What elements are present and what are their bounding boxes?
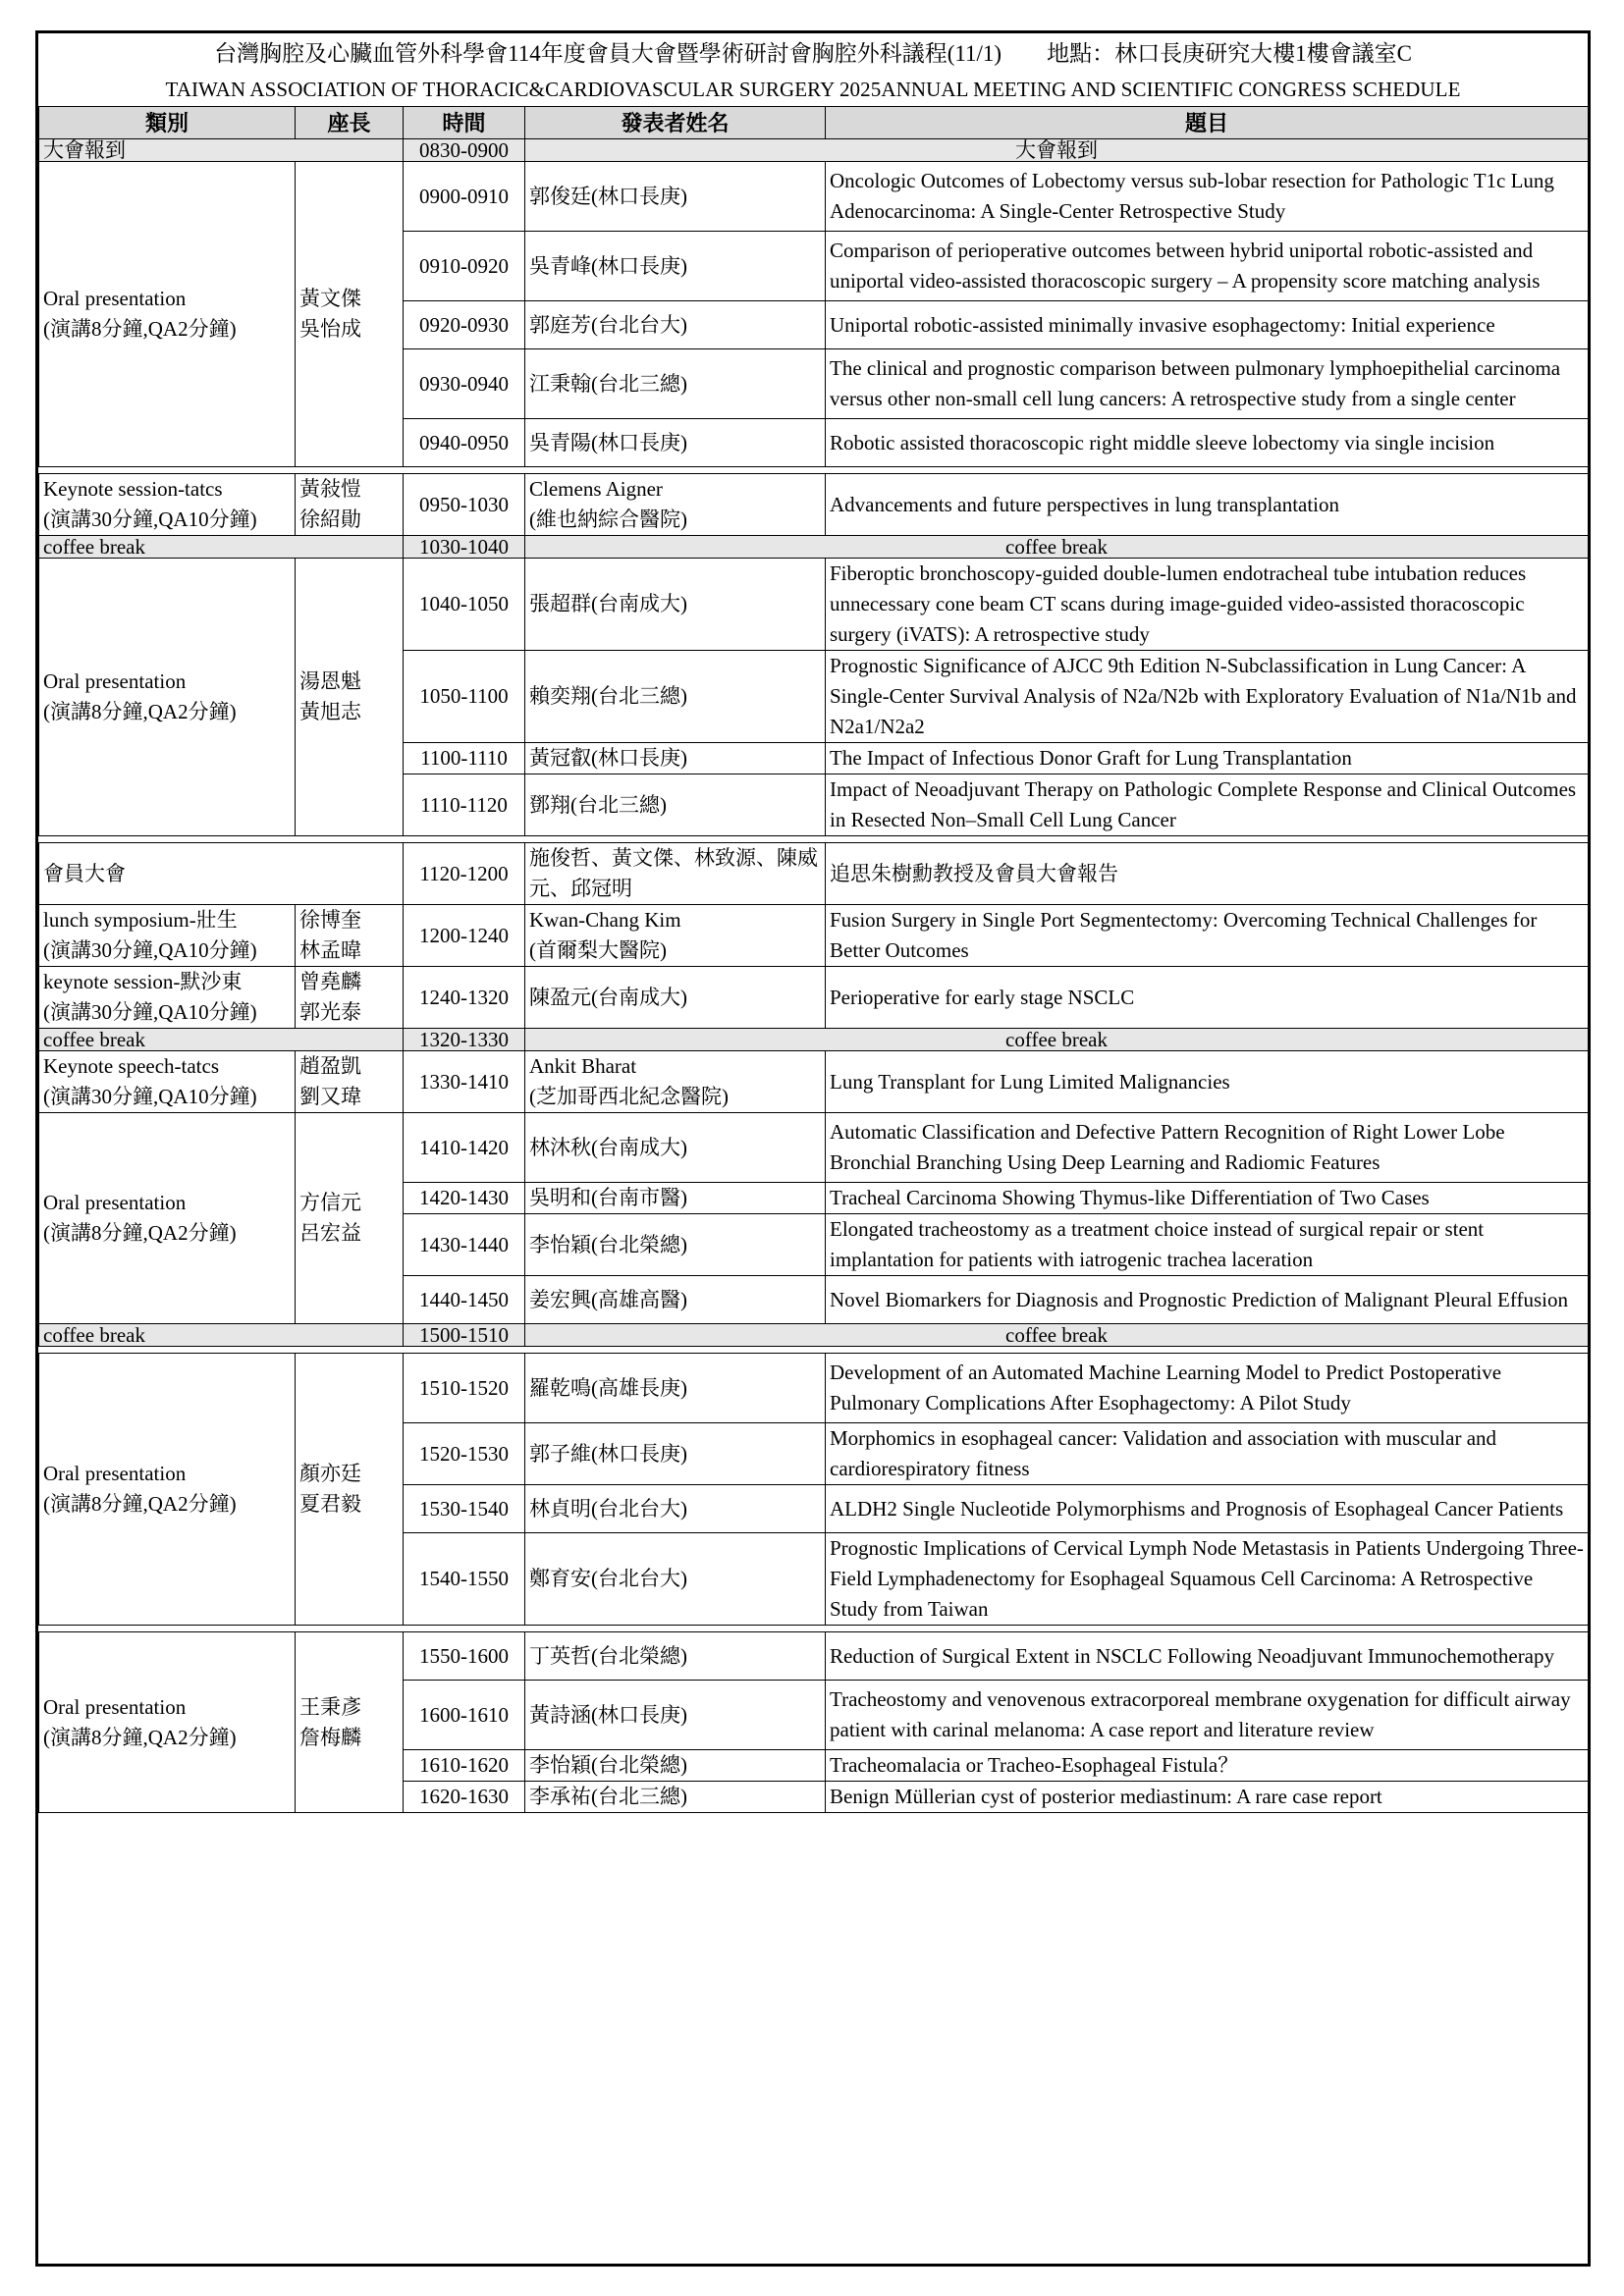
break-topic: coffee break — [525, 1029, 1589, 1051]
table-row — [39, 1051, 1589, 1113]
presenter-cell: 林貞明(台北台大) — [525, 1485, 826, 1533]
session-chair: 徐博奎 林孟暐 — [296, 905, 404, 967]
col-header-time: 時間 — [404, 107, 525, 139]
time-cell: 1540-1550 — [404, 1533, 525, 1626]
break-time: 1030-1040 — [404, 536, 525, 559]
break-label: coffee break — [39, 1324, 404, 1347]
time-cell: 1600-1610 — [404, 1681, 525, 1750]
session-category: Oral presentation (演講8分鐘,QA2分鐘) — [39, 162, 296, 467]
session-category: lunch symposium-壯生 (演講30分鐘,QA10分鐘) — [39, 905, 296, 967]
time-cell: 0910-0920 — [404, 232, 525, 301]
table-row — [39, 1113, 1589, 1183]
presenter-cell: 郭俊廷(林口長庚) — [525, 162, 826, 232]
presenter-cell: 黃詩涵(林口長庚) — [525, 1681, 826, 1750]
time-cell: 1040-1050 — [404, 559, 525, 651]
topic-cell: Impact of Neoadjuvant Therapy on Pathologic Complete Response and Clinical Outcomes in Resected Non–Small Cell Lung Cancer — [826, 774, 1589, 836]
presenter-cell: 吳明和(台南市醫) — [525, 1183, 826, 1214]
table-row — [39, 1354, 1589, 1423]
col-header-topic: 題目 — [826, 107, 1589, 139]
time-cell: 1100-1110 — [404, 743, 525, 774]
schedule-page — [35, 30, 1591, 2267]
presenter-cell: 李怡穎(台北榮總) — [525, 1214, 826, 1276]
time-cell: 1240-1320 — [404, 967, 525, 1029]
time-cell: 1610-1620 — [404, 1750, 525, 1782]
time-cell: 0940-0950 — [404, 419, 525, 467]
time-cell: 1620-1630 — [404, 1782, 525, 1813]
topic-cell: Prognostic Implications of Cervical Lymph Node Metastasis in Patients Undergoing Three-Field Lymphadenectomy for Esophageal Squamous Cell Carcinoma: A Retrospective Study from Taiwan — [826, 1533, 1589, 1626]
presenter-cell: 郭庭芳(台北台大) — [525, 301, 826, 349]
session-chair: 顏亦廷 夏君毅 — [296, 1354, 404, 1626]
presenter-cell: 張超群(台南成大) — [525, 559, 826, 651]
time-cell: 1510-1520 — [404, 1354, 525, 1423]
topic-cell: Prognostic Significance of AJCC 9th Edition N-Subclassification in Lung Cancer: A Single-Center Survival Analysis of N2a/N2b with Exploratory Evaluation of N1a/N1b and N2a1/N2a2 — [826, 651, 1589, 743]
registration-time: 0830-0900 — [404, 139, 525, 162]
topic-cell: 追思朱樹勳教授及會員大會報告 — [826, 843, 1589, 905]
topic-cell: ALDH2 Single Nucleotide Polymorphisms and Prognosis of Esophageal Cancer Patients — [826, 1485, 1589, 1533]
presenter-cell: 黃冠叡(林口長庚) — [525, 743, 826, 774]
presenter-cell: 吳青峰(林口長庚) — [525, 232, 826, 301]
divider — [39, 1626, 1589, 1632]
topic-cell: Development of an Automated Machine Learning Model to Predict Postoperative Pulmonary Complications After Esophagectomy: A Pilot Study — [826, 1354, 1589, 1423]
presenter-cell: 羅乾鳴(高雄長庚) — [525, 1354, 826, 1423]
break-topic: coffee break — [525, 536, 1589, 559]
presenter-cell: 鄧翔(台北三總) — [525, 774, 826, 836]
topic-cell: Lung Transplant for Lung Limited Malignancies — [826, 1051, 1589, 1113]
presenter-cell: 陳盈元(台南成大) — [525, 967, 826, 1029]
topic-cell: Morphomics in esophageal cancer: Validation and association with muscular and cardiorespiratory fitness — [826, 1423, 1589, 1485]
presenter-cell: 姜宏興(高雄高醫) — [525, 1276, 826, 1324]
topic-cell: Uniportal robotic-assisted minimally invasive esophagectomy: Initial experience — [826, 301, 1589, 349]
topic-cell: Automatic Classification and Defective Pattern Recognition of Right Lower Lobe Bronchial Branching Using Deep Learning and Radiomic Features — [826, 1113, 1589, 1183]
topic-cell: Fusion Surgery in Single Port Segmentectomy: Overcoming Technical Challenges for Better Outcomes — [826, 905, 1589, 967]
table-row — [39, 474, 1589, 536]
divider — [39, 1347, 1589, 1354]
time-cell: 1050-1100 — [404, 651, 525, 743]
table-row — [39, 1632, 1589, 1681]
session-chair: 黃敍愷 徐紹勛 — [296, 474, 404, 536]
topic-cell: Tracheomalacia or Tracheo-Esophageal Fistula？ — [826, 1750, 1589, 1782]
session-chair: 湯恩魁 黃旭志 — [296, 559, 404, 836]
session-category: Keynote speech-tatcs (演講30分鐘,QA10分鐘) — [39, 1051, 296, 1113]
break-label: coffee break — [39, 1029, 404, 1051]
topic-cell: Robotic assisted thoracoscopic right middle sleeve lobectomy via single incision — [826, 419, 1589, 467]
presenter-cell: 李怡穎(台北榮總) — [525, 1750, 826, 1782]
schedule-table — [38, 106, 1589, 1813]
table-row — [39, 843, 1589, 905]
col-header-chair: 座長 — [296, 107, 404, 139]
table-row — [39, 162, 1589, 232]
time-cell: 1410-1420 — [404, 1113, 525, 1183]
time-cell: 1120-1200 — [404, 843, 525, 905]
topic-cell: Fiberoptic bronchoscopy-guided double-lumen endotracheal tube intubation reduces unnecessary cone beam CT scans during image-guided video-assisted thoracoscopic surgery (iVATS): A retrospective study — [826, 559, 1589, 651]
table-row — [39, 559, 1589, 651]
presenter-cell: 鄭育安(台北台大) — [525, 1533, 826, 1626]
time-cell: 0920-0930 — [404, 301, 525, 349]
presenter-cell: 丁英哲(台北榮總) — [525, 1632, 826, 1681]
time-cell: 0950-1030 — [404, 474, 525, 536]
session-chair: 曾堯麟 郭光泰 — [296, 967, 404, 1029]
presenter-cell: Clemens Aigner (維也納綜合醫院) — [525, 474, 826, 536]
registration-row — [39, 139, 1589, 162]
coffee-break-row — [39, 536, 1589, 559]
presenter-cell: 李承祐(台北三總) — [525, 1782, 826, 1813]
time-cell: 1430-1440 — [404, 1214, 525, 1276]
time-cell: 0900-0910 — [404, 162, 525, 232]
session-category: Keynote session-tatcs (演講30分鐘,QA10分鐘) — [39, 474, 296, 536]
col-header-presenter: 發表者姓名 — [525, 107, 826, 139]
session-chair: 趙盈凱 劉又瑋 — [296, 1051, 404, 1113]
title-chinese: 台灣胸腔及心臟血管外科學會114年度會員大會暨學術研討會胸腔外科議程(11/1) 地點：林口長庚研究大樓1樓會議室C — [214, 41, 1412, 66]
presenter-cell: 施俊哲、黃文傑、林致源、陳威元、邱冠明 — [525, 843, 826, 905]
session-category: Oral presentation (演講8分鐘,QA2分鐘) — [39, 1354, 296, 1626]
break-label: coffee break — [39, 536, 404, 559]
presenter-cell: Ankit Bharat (芝加哥西北紀念醫院) — [525, 1051, 826, 1113]
topic-cell: The clinical and prognostic comparison between pulmonary lymphoepithelial carcinoma versus other non-small cell lung cancers: A retrospective study from a single center — [826, 349, 1589, 419]
session-category: Oral presentation (演講8分鐘,QA2分鐘) — [39, 559, 296, 836]
time-cell: 1550-1600 — [404, 1632, 525, 1681]
title-english: TAIWAN ASSOCIATION OF THORACIC&CARDIOVASCULAR SURGERY 2025ANNUAL MEETING AND SCIENTIFIC CONGRESS SCHEDULE — [165, 78, 1461, 101]
coffee-break-row — [39, 1029, 1589, 1051]
table-row — [39, 967, 1589, 1029]
topic-cell: Perioperative for early stage NSCLC — [826, 967, 1589, 1029]
topic-cell: Comparison of perioperative outcomes between hybrid uniportal robotic-assisted and uniportal video-assisted thoracoscopic surgery – A propensity score matching analysis — [826, 232, 1589, 301]
time-cell: 1520-1530 — [404, 1423, 525, 1485]
break-time: 1500-1510 — [404, 1324, 525, 1347]
time-cell: 0930-0940 — [404, 349, 525, 419]
topic-cell: Tracheostomy and venovenous extracorporeal membrane oxygenation for difficult airway patient with carinal melanoma: A case report and literature review — [826, 1681, 1589, 1750]
time-cell: 1330-1410 — [404, 1051, 525, 1113]
presenter-cell: Kwan-Chang Kim (首爾梨大醫院) — [525, 905, 826, 967]
time-cell: 1530-1540 — [404, 1485, 525, 1533]
topic-cell: Advancements and future perspectives in lung transplantation — [826, 474, 1589, 536]
session-category: keynote session-默沙東 (演講30分鐘,QA10分鐘) — [39, 967, 296, 1029]
session-category: 會員大會 — [39, 843, 404, 905]
topic-cell: Benign Müllerian cyst of posterior mediastinum: A rare case report — [826, 1782, 1589, 1813]
topic-cell: Novel Biomarkers for Diagnosis and Prognostic Prediction of Malignant Pleural Effusion — [826, 1276, 1589, 1324]
coffee-break-row — [39, 1324, 1589, 1347]
break-time: 1320-1330 — [404, 1029, 525, 1051]
divider — [39, 836, 1589, 843]
presenter-cell: 賴奕翔(台北三總) — [525, 651, 826, 743]
session-chair: 黃文傑 吳怡成 — [296, 162, 404, 467]
table-row — [39, 905, 1589, 967]
col-header-category: 類別 — [39, 107, 296, 139]
session-category: Oral presentation (演講8分鐘,QA2分鐘) — [39, 1632, 296, 1813]
time-cell: 1440-1450 — [404, 1276, 525, 1324]
presenter-cell: 吳青陽(林口長庚) — [525, 419, 826, 467]
topic-cell: The Impact of Infectious Donor Graft for Lung Transplantation — [826, 743, 1589, 774]
presenter-cell: 郭子維(林口長庚) — [525, 1423, 826, 1485]
divider — [39, 467, 1589, 474]
time-cell: 1420-1430 — [404, 1183, 525, 1214]
registration-label: 大會報到 — [39, 139, 404, 162]
presenter-cell: 林沐秋(台南成大) — [525, 1113, 826, 1183]
registration-topic: 大會報到 — [525, 139, 1589, 162]
session-category: Oral presentation (演講8分鐘,QA2分鐘) — [39, 1113, 296, 1324]
time-cell: 1110-1120 — [404, 774, 525, 836]
time-cell: 1200-1240 — [404, 905, 525, 967]
presenter-cell: 江秉翰(台北三總) — [525, 349, 826, 419]
topic-cell: Oncologic Outcomes of Lobectomy versus sub-lobar resection for Pathologic T1c Lung Adenocarcinoma: A Single-Center Retrospective Study — [826, 162, 1589, 232]
topic-cell: Tracheal Carcinoma Showing Thymus-like Differentiation of Two Cases — [826, 1183, 1589, 1214]
session-chair: 方信元 呂宏益 — [296, 1113, 404, 1324]
header-row — [39, 107, 1589, 139]
topic-cell: Elongated tracheostomy as a treatment choice instead of surgical repair or stent implantation for patients with iatrogenic trachea laceration — [826, 1214, 1589, 1276]
session-chair: 王秉彥 詹梅麟 — [296, 1632, 404, 1813]
break-topic: coffee break — [525, 1324, 1589, 1347]
topic-cell: Reduction of Surgical Extent in NSCLC Following Neoadjuvant Immunochemotherapy — [826, 1632, 1589, 1681]
